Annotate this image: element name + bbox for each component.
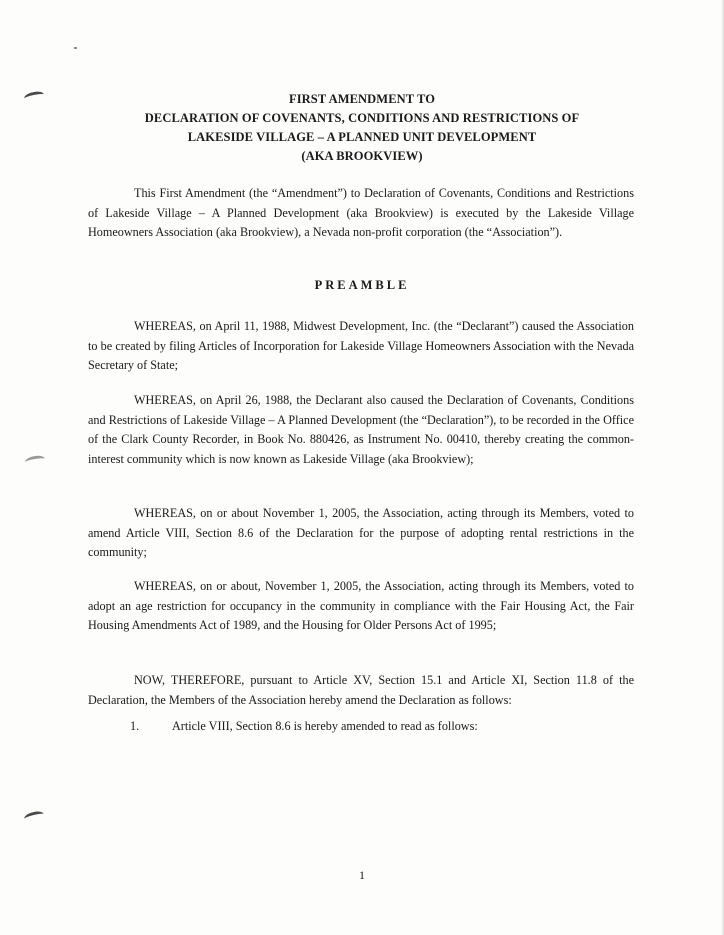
item-text: Article VIII, Section 8.6 is hereby amended to read as follows: [172, 719, 478, 733]
preamble-heading: PREAMBLE [314, 278, 410, 292]
page-number: 1 [359, 868, 365, 882]
title-line-2: DECLARATION OF COVENANTS, CONDITIONS AND RESTRICTIONS OF [144, 111, 580, 125]
intro-paragraph: This First Amendment (the “Amendment”) to Declaration of Covenants, Conditions and Restrictions of Lakeside Village – A Planned Development (aka Brookview) is executed by the Lakeside Village Homeowners Association (aka Brookview), a Nevada non-profit corporation (the “Association”). [88, 186, 634, 240]
title-line-4: (AKA BROOKVIEW) [301, 149, 423, 163]
document-title [0, 90, 724, 166]
whereas-paragraph-3: WHEREAS, on or about November 1, 2005, the Association, acting through its Members, voted to amend Article VIII, Section 8.6 of the Declaration for the purpose of adopting rental restrictions in the community; [88, 506, 634, 560]
whereas-paragraph-2: WHEREAS, on April 26, 1988, the Declarant also caused the Declaration of Covenants, Conditions and Restrictions of Lakeside Village – A Planned Development (the “Declaration”), to be recorded in the Office of the Clark County Recorder, in Book No. 880426, as Instrument No. 00410, thereby creating the common-interest community which is now known as Lakeside Village (aka Brookview); [88, 393, 634, 466]
title-line-3: LAKESIDE VILLAGE – A PLANNED UNIT DEVELOPMENT [187, 130, 537, 144]
scan-speck [74, 47, 77, 49]
whereas-paragraph-4: WHEREAS, on or about, November 1, 2005, the Association, acting through its Members, voted to adopt an age restriction for occupancy in the community in compliance with the Fair Housing Act, the Fair Housing Amendments Act of 1989, and the Housing for Older Persons Act of 1995; [88, 579, 634, 633]
item-number: 1. [130, 719, 140, 733]
whereas-paragraph-1: WHEREAS, on April 11, 1988, Midwest Development, Inc. (the “Declarant”) caused the Association to be created by filing Articles of Incorporation for Lakeside Village Homeowners Association with the Nevada Secretary of State; [88, 319, 634, 373]
hole-punch-mark [23, 810, 45, 824]
now-therefore-paragraph: NOW, THEREFORE, pursuant to Article XV, Section 15.1 and Article XI, Section 11.8 of the Declaration, the Members of the Association hereby amend the Declaration as follows: [88, 673, 634, 707]
title-line-1: FIRST AMENDMENT TO [288, 92, 436, 106]
amendment-item-1 [130, 717, 478, 736]
hole-punch-mark [24, 454, 45, 466]
